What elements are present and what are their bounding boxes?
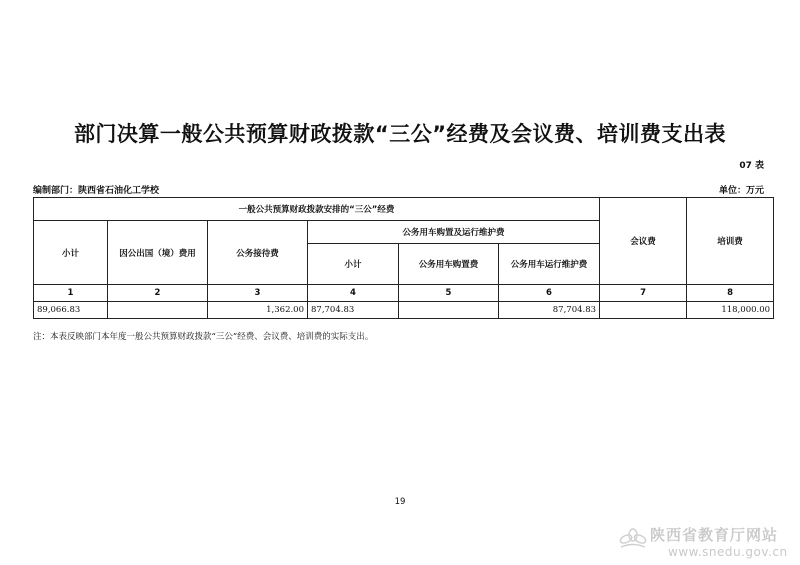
value-abroad (108, 302, 208, 319)
page-number: 19 (394, 497, 406, 507)
table-number: 07 表 (739, 161, 764, 171)
index-cell: 2 (108, 285, 208, 302)
expense-table (33, 197, 774, 319)
header-reception: 公务接待费 (208, 221, 308, 285)
value-subtotal: 89,066.83 (34, 302, 108, 319)
index-cell: 7 (600, 285, 687, 302)
value-training: 118,000.00 (687, 302, 774, 319)
index-cell: 3 (208, 285, 308, 302)
header-row-1 (34, 198, 774, 221)
index-cell: 5 (399, 285, 499, 302)
index-cell: 6 (499, 285, 600, 302)
index-cell: 8 (687, 285, 774, 302)
header-vehicle-subtotal: 小计 (308, 244, 399, 285)
value-vehicle-purchase (399, 302, 499, 319)
header-vehicle-purchase: 公务用车购置费 (399, 244, 499, 285)
flower-logo-icon (618, 528, 648, 550)
index-cell: 1 (34, 285, 108, 302)
header-meeting: 会议费 (600, 198, 687, 285)
value-row (34, 302, 774, 319)
header-three-public: 一般公共预算财政拨款安排的“三公”经费 (34, 198, 600, 221)
header-vehicle-operation: 公务用车运行维护费 (499, 244, 600, 285)
index-row (34, 285, 774, 302)
table-note: 注：本表反映部门本年度一般公共预算财政拨款“三公”经费、会议费、培训费的实际支出。 (33, 332, 374, 342)
index-cell: 4 (308, 285, 399, 302)
watermark-url: www.snedu.gov.cn (668, 545, 788, 559)
department-label: 编制部门：陕西省石油化工学校 (33, 186, 160, 196)
value-meeting (600, 302, 687, 319)
value-reception: 1,362.00 (208, 302, 308, 319)
page-title: 部门决算一般公共预算财政拨款“三公”经费及会议费、培训费支出表 (73, 122, 727, 146)
value-vehicle-subtotal: 87,704.83 (308, 302, 399, 319)
unit-label: 单位：万元 (718, 186, 764, 196)
header-subtotal: 小计 (34, 221, 108, 285)
header-vehicle: 公务用车购置及运行维护费 (308, 221, 600, 244)
value-vehicle-operation: 87,704.83 (499, 302, 600, 319)
watermark-text: 陕西省教育厅网站 (650, 526, 779, 544)
header-abroad: 因公出国（境）费用 (108, 221, 208, 285)
header-training: 培训费 (687, 198, 774, 285)
